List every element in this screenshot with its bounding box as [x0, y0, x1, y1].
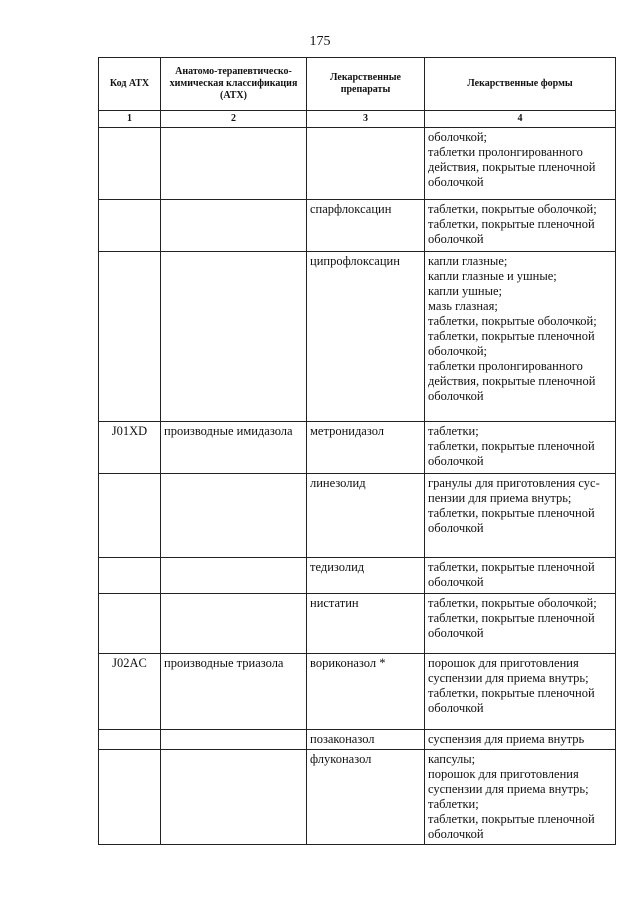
dosage-forms-cell	[425, 730, 616, 750]
dosage-form-line: мазь глазная;	[428, 299, 498, 313]
dosage-forms-cell	[425, 474, 616, 558]
dosage-form-line: оболочкой	[428, 626, 484, 640]
dosage-forms-cell	[425, 128, 616, 200]
dosage-forms-cell	[425, 654, 616, 730]
drug-name: тедизолид	[310, 560, 365, 574]
atx-classification-cell	[161, 474, 307, 558]
drug-name-cell	[307, 200, 425, 252]
dosage-forms-cell	[425, 594, 616, 654]
header-atx-classification: Анатомо-терапевтическо-химическая классификация (АТХ)	[161, 58, 307, 111]
dosage-forms-cell	[425, 422, 616, 474]
table-row	[99, 594, 616, 654]
dosage-form-line: таблетки пролонгированного	[428, 145, 583, 159]
column-number: 4	[425, 111, 616, 128]
drug-name: ципрофлоксацин	[310, 254, 400, 268]
dosage-form-line: порошок для приготовления	[428, 656, 579, 670]
table-row	[99, 200, 616, 252]
dosage-forms-cell	[425, 200, 616, 252]
dosage-form-line: суспензии для приема внутрь;	[428, 782, 589, 796]
dosage-form-line: оболочкой	[428, 389, 484, 403]
dosage-form-line: капли глазные и ушные;	[428, 269, 557, 283]
atx-classification-cell: производные имидазола	[161, 422, 307, 474]
dosage-form-line: таблетки, покрытые оболочкой;	[428, 202, 597, 216]
header-atx-code: Код АТХ	[99, 58, 161, 111]
dosage-form-line: таблетки, покрытые пленочной	[428, 217, 595, 231]
atx-classification-cell	[161, 128, 307, 200]
drug-name-cell	[307, 422, 425, 474]
dosage-form-line: таблетки, покрытые оболочкой;	[428, 596, 597, 610]
table-body	[99, 128, 616, 845]
dosage-form-line: таблетки, покрытые пленочной	[428, 506, 595, 520]
atx-drug-table	[98, 57, 616, 845]
table-row	[99, 128, 616, 200]
dosage-forms-cell	[425, 750, 616, 845]
dosage-form-line: таблетки, покрытые пленочной	[428, 439, 595, 453]
dosage-forms-cell	[425, 558, 616, 594]
page-number: 175	[309, 34, 331, 49]
dosage-form-line: оболочкой	[428, 701, 484, 715]
atx-code-cell	[99, 252, 161, 422]
atx-classification-cell	[161, 730, 307, 750]
atx-code-cell	[99, 594, 161, 654]
table-row	[99, 422, 616, 474]
drug-name-cell	[307, 654, 425, 730]
drug-name-cell	[307, 252, 425, 422]
dosage-form-line: таблетки, покрытые пленочной	[428, 686, 595, 700]
dosage-form-line: оболочкой	[428, 175, 484, 189]
header-drugs: Лекарственные препараты	[307, 58, 425, 111]
dosage-form-line: таблетки пролонгированного	[428, 359, 583, 373]
dosage-form-line: таблетки, покрытые пленочной	[428, 560, 595, 574]
drug-name: метронидазол	[310, 424, 385, 438]
dosage-form-line: оболочкой	[428, 232, 484, 246]
dosage-form-line: действия, покрытые пленочной	[428, 160, 596, 174]
drug-name: линезолид	[310, 476, 366, 490]
dosage-form-line: суспензия для приема внутрь	[428, 732, 585, 746]
dosage-form-line: оболочкой	[428, 454, 484, 468]
dosage-form-line: порошок для приготовления	[428, 767, 579, 781]
column-number: 3	[307, 111, 425, 128]
dosage-form-line: оболочкой	[428, 827, 484, 841]
atx-code-cell	[99, 200, 161, 252]
atx-classification-cell	[161, 200, 307, 252]
atx-classification-cell	[161, 594, 307, 654]
atx-classification-cell	[161, 558, 307, 594]
dosage-form-line: капли глазные;	[428, 254, 508, 268]
atx-code-cell: J02AC	[99, 654, 161, 730]
dosage-form-line: оболочкой	[428, 521, 484, 535]
atx-code-cell	[99, 558, 161, 594]
table-row	[99, 730, 616, 750]
drug-name-cell	[307, 730, 425, 750]
table-row	[99, 558, 616, 594]
dosage-form-line: оболочкой;	[428, 130, 487, 144]
atx-code-cell	[99, 730, 161, 750]
dosage-form-line: гранулы для приготовления сус-	[428, 476, 600, 490]
table-row	[99, 750, 616, 845]
atx-code-cell: J01XD	[99, 422, 161, 474]
dosage-form-line: таблетки;	[428, 424, 479, 438]
table-row	[99, 474, 616, 558]
header-dosage-forms: Лекарственные формы	[425, 58, 616, 111]
dosage-form-line: таблетки;	[428, 797, 479, 811]
atx-code-cell	[99, 750, 161, 845]
dosage-form-line: оболочкой;	[428, 344, 487, 358]
dosage-form-line: действия, покрытые пленочной	[428, 374, 596, 388]
dosage-form-line: оболочкой	[428, 575, 484, 589]
drug-name-cell	[307, 594, 425, 654]
dosage-forms-cell	[425, 252, 616, 422]
atx-classification-cell	[161, 252, 307, 422]
atx-code-cell	[99, 128, 161, 200]
dosage-form-line: таблетки, покрытые пленочной	[428, 329, 595, 343]
drug-name: нистатин	[310, 596, 359, 610]
drug-name-cell	[307, 750, 425, 845]
drug-name-cell	[307, 474, 425, 558]
atx-classification-cell: производные триазола	[161, 654, 307, 730]
drug-name-cell	[307, 558, 425, 594]
drug-name: спарфлоксацин	[310, 202, 392, 216]
dosage-form-line: капсулы;	[428, 752, 476, 766]
drug-name: вориконазол *	[310, 656, 386, 670]
column-number: 2	[161, 111, 307, 128]
dosage-form-line: таблетки, покрытые пленочной	[428, 611, 595, 625]
column-number: 1	[99, 111, 161, 128]
table-row	[99, 654, 616, 730]
dosage-form-line: суспензии для приема внутрь;	[428, 671, 589, 685]
dosage-form-line: пензии для приема внутрь;	[428, 491, 572, 505]
drug-name: позаконазол	[310, 732, 375, 746]
dosage-form-line: таблетки, покрытые оболочкой;	[428, 314, 597, 328]
dosage-form-line: таблетки, покрытые пленочной	[428, 812, 595, 826]
atx-classification-cell	[161, 750, 307, 845]
drug-name: флуконазол	[310, 752, 372, 766]
atx-code-cell	[99, 474, 161, 558]
dosage-form-line: капли ушные;	[428, 284, 502, 298]
table-header-row	[99, 58, 616, 111]
column-number-row	[99, 111, 616, 128]
drug-name-cell	[307, 128, 425, 200]
table-row	[99, 252, 616, 422]
